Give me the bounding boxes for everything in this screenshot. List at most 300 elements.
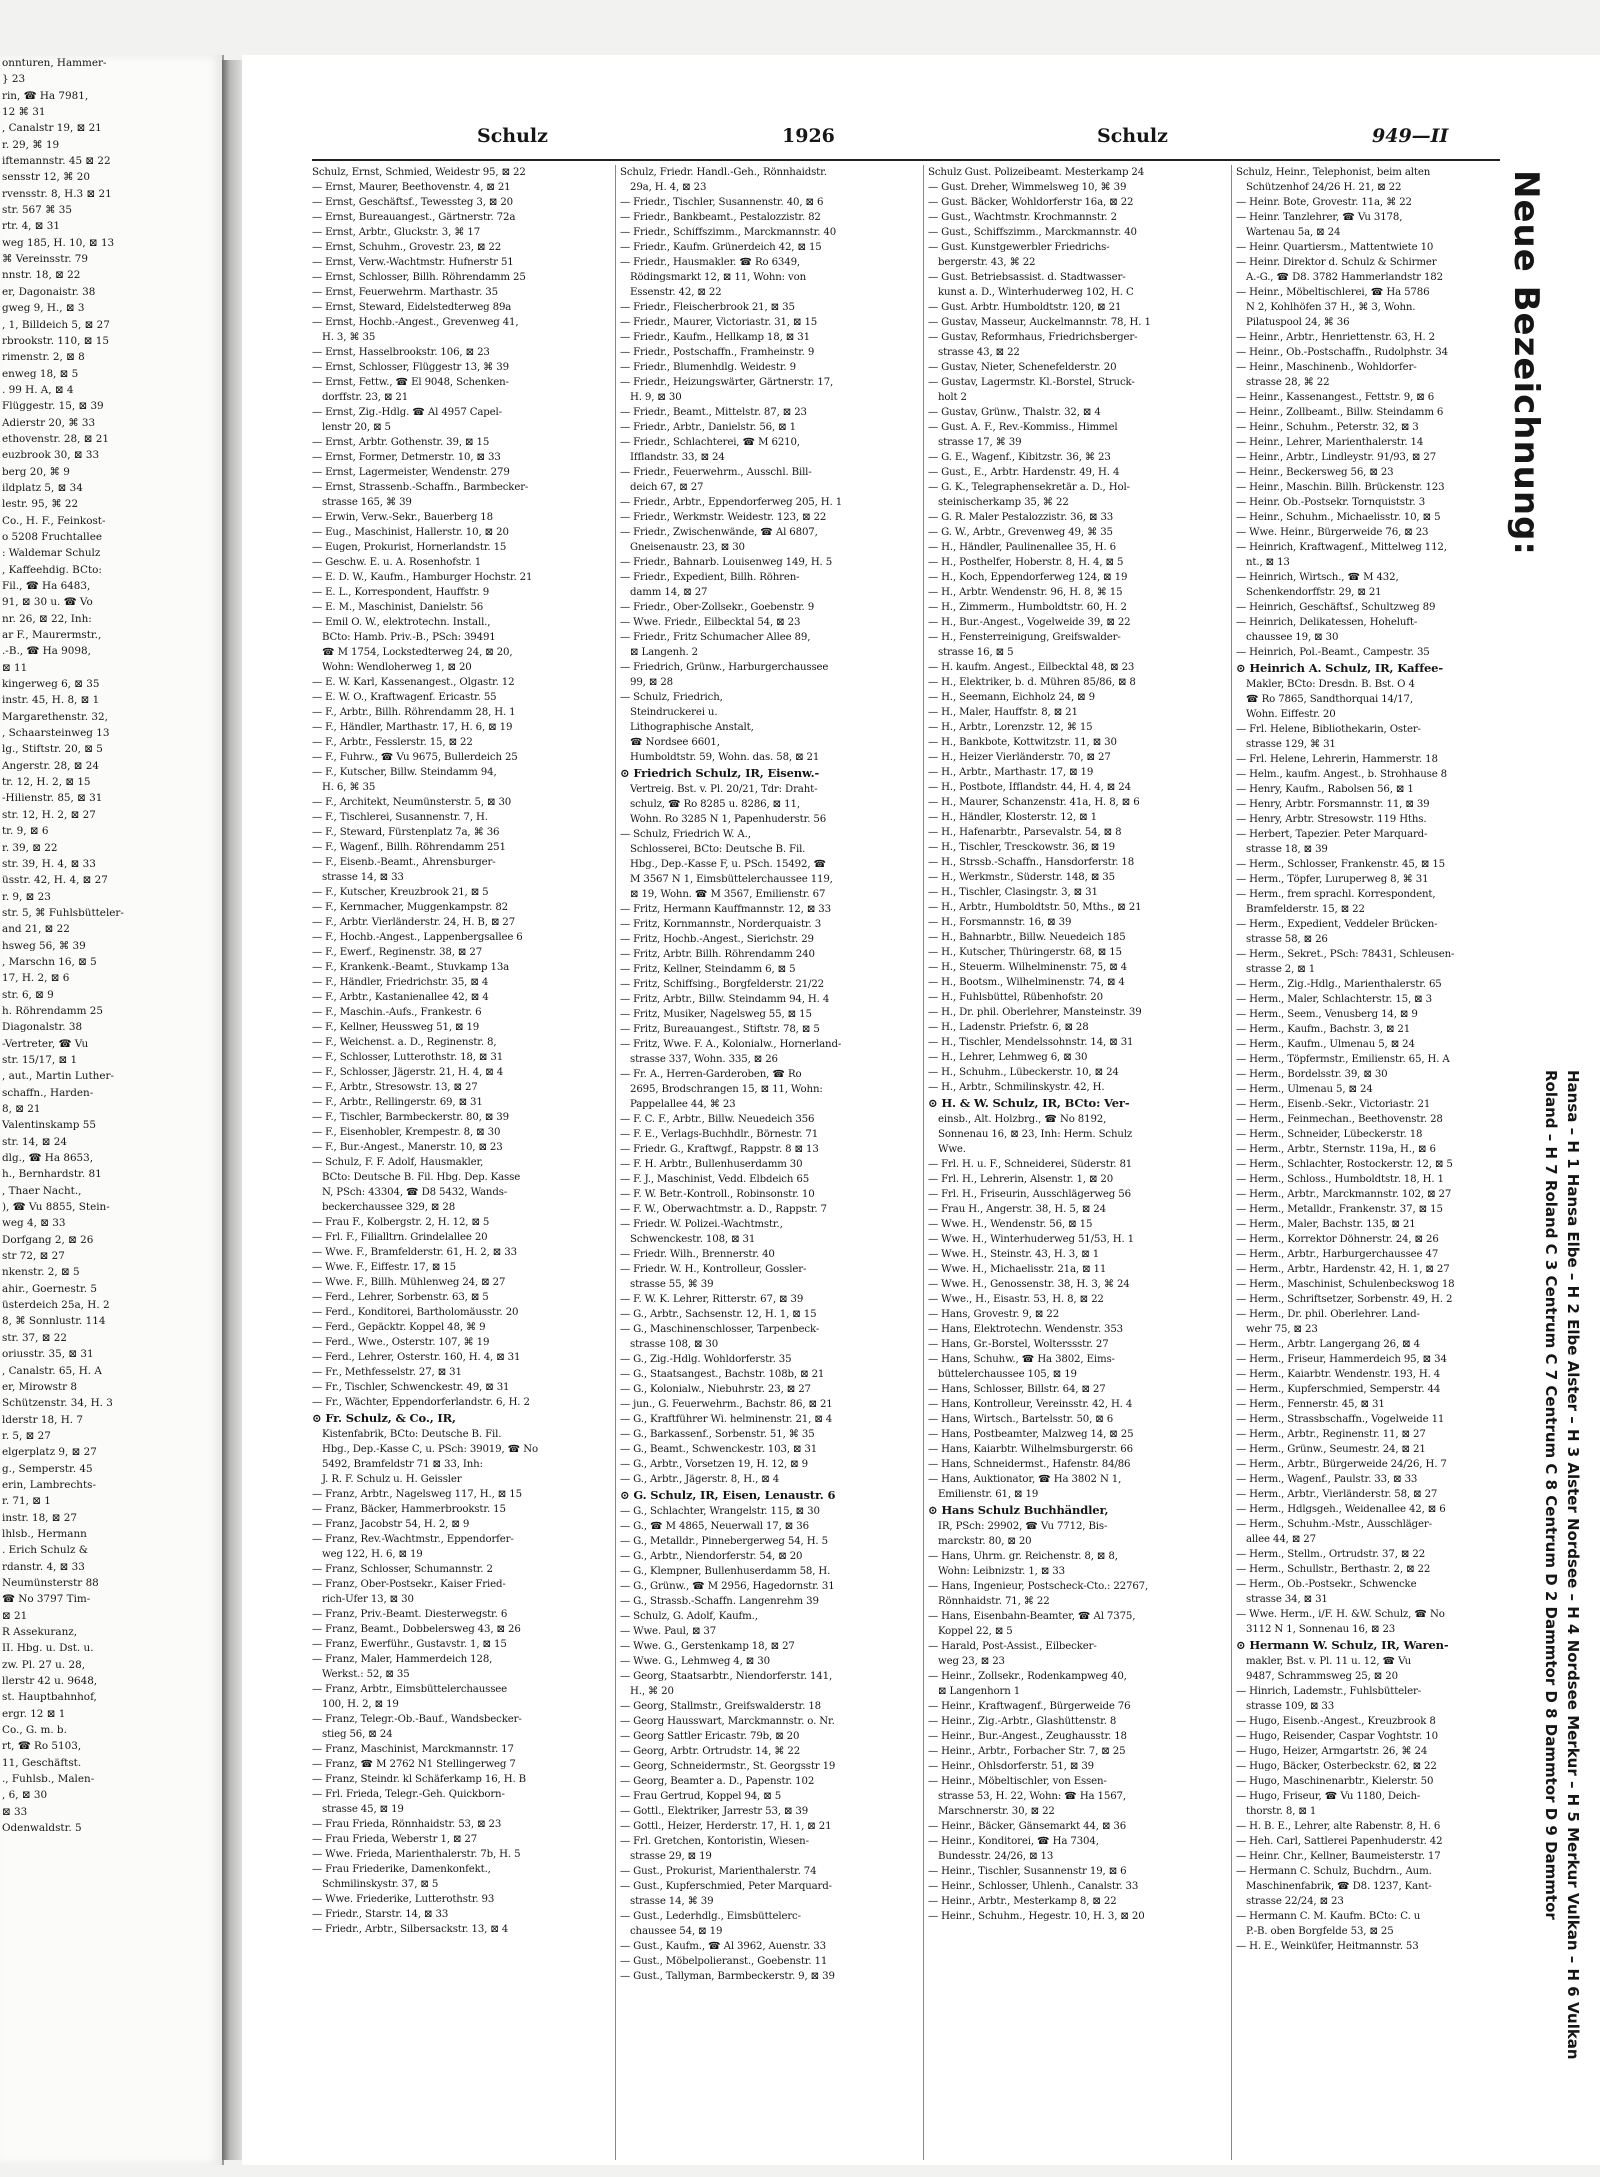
directory-entry-line: wehr 75, ⊠ 23: [1246, 1324, 1318, 1335]
left-page-line: nkenstr. 2, ⊠ 5: [2, 1266, 80, 1279]
left-page-line: 8, ⊠ 21: [2, 1103, 41, 1115]
directory-entry-line: — H. B. E., Lehrer, alte Rabenstr. 8, H. 6: [1236, 1821, 1441, 1832]
directory-entry-line: — F. W. Betr.-Kontroll., Robinsonstr. 10: [620, 1189, 815, 1200]
left-page-line: dlg., ☎ Ha 8653,: [2, 1152, 94, 1165]
directory-entry-line: — Friedr., Blumenhdlg. Weidestr. 9: [620, 362, 796, 373]
directory-entry-line: 5492, Bramfeldstr 71 ⊠ 33, Inh:: [322, 1459, 483, 1470]
directory-entry-line: — F., Arbtr., Rellingerstr. 69, ⊠ 31: [312, 1097, 483, 1108]
directory-entry-line: — Heinr., Beckersweg 56, ⊠ 23: [1236, 467, 1394, 478]
directory-entry-line: — G., Maschinenschlosser, Tarpenbeck-: [620, 1324, 820, 1335]
directory-entry-line: H. 6, ⌘ 35: [322, 782, 376, 793]
directory-entry-line: — H., Schuhm., Lübeckerstr. 10, ⊠ 24: [928, 1067, 1119, 1078]
directory-entry-line: — Hans, Elektrotechn. Wendenstr. 353: [928, 1324, 1124, 1335]
directory-entry-line: — H., Händler, Paulinenallee 35, H. 6: [928, 542, 1116, 553]
directory-entry-line: — Wwe. Paul, ⊠ 37: [620, 1626, 717, 1637]
left-page-line: 11, Geschäftst.: [2, 1756, 82, 1769]
directory-entry-line: — F. W., Oberwachtmstr. a. D., Rappstr. 7: [620, 1204, 827, 1215]
directory-entry-line: — Geschw. E. u. A. Rosenhofstr. 1: [312, 557, 482, 568]
directory-entry-line: — H., Lehrer, Lehmweg 6, ⊠ 30: [928, 1052, 1088, 1063]
directory-entry-line: Schwenckestr. 108, ⊠ 31: [630, 1234, 756, 1245]
directory-entry-line: — Hugo, Eisenb.-Angest., Kreuzbrook 8: [1236, 1716, 1436, 1727]
directory-entry-line: — Hans, Gr.-Borstel, Wolterssstr. 27: [928, 1339, 1109, 1350]
left-page-line: r. 9, ⊠ 23: [2, 890, 51, 903]
directory-entry-line: — Wwe. Friedr., Eilbecktal 54, ⊠ 23: [620, 617, 801, 628]
left-page-line: , Canalstr. 65, H. A: [2, 1364, 102, 1377]
directory-entry-line: — Ernst, Schlosser, Billh. Röhrendamm 25: [312, 272, 526, 283]
directory-entry-line: — Fritz, Hochb.-Angest., Sierichstr. 29: [620, 934, 814, 945]
left-page-line: Odenwaldstr. 5: [2, 1822, 82, 1835]
directory-entry-line: — F., Fuhrw., ☎ Vu 9675, Bullerdeich 25: [312, 752, 518, 763]
directory-entry-line: — Schulz, F. F. Adolf, Hausmakler,: [312, 1157, 484, 1168]
side-ad-title: Neue Bezeichnung:: [1506, 170, 1546, 557]
directory-entry-line: Rödingsmarkt 12, ⊠ 11, Wohn: von: [630, 272, 807, 283]
directory-entry-line: — Herm., Schlachter, Rostockerstr. 12, ⊠ 5: [1236, 1159, 1453, 1170]
directory-entry-line: — G., Arbtr., Vorsetzen 19, H. 12, ⊠ 9: [620, 1459, 808, 1470]
directory-entry-line: Humboldtstr. 59, Wohn. das. 58, ⊠ 21: [630, 752, 820, 763]
directory-entry-line: Wohn. Ro 3285 N 1, Papenhuderstr. 56: [630, 814, 827, 825]
directory-entry-line: strasse 53, H. 22, Wohn: ☎ Ha 1567,: [938, 1791, 1126, 1802]
left-page-line: r. 71, ⊠ 1: [2, 1495, 51, 1508]
directory-entry-line: — Herm., Töpfermstr., Emilienstr. 65, H. A: [1236, 1054, 1450, 1065]
left-page-line: r. 29, ⌘ 19: [2, 138, 60, 151]
directory-entry-line: — Frau Gertrud, Koppel 94, ⊠ 5: [620, 1791, 782, 1802]
directory-entry-line: — Herm., Maler, Schlachterstr. 15, ⊠ 3: [1236, 994, 1432, 1005]
directory-entry-line: — Heinr., Ob.-Postschaffn., Rudolphstr. 34: [1236, 347, 1448, 358]
directory-entry-line: H. 3, ⌘ 35: [322, 332, 376, 343]
left-page-line: ⊠ 21: [2, 1609, 28, 1622]
directory-entry-line: — H., Forsmannstr. 16, ⊠ 39: [928, 917, 1072, 928]
directory-entry-line: — Ernst, Hasselbrookstr. 106, ⊠ 23: [312, 347, 490, 358]
left-page-line: str. 5, ⌘ Fuhlsbütteler-: [2, 906, 124, 919]
directory-entry-line: strasse 337, Wohn. 335, ⊠ 26: [630, 1054, 778, 1065]
directory-entry-line: Wwe.: [938, 1144, 966, 1155]
directory-entry-line: strasse 22/24, ⊠ 23: [1246, 1896, 1344, 1907]
side-ad-line-2: Roland – H 7 Roland C 3 Centrum C 7 Centrum C 8 Centrum D 2 Dammtor D 8 Dammtor D 9 Dammtor: [1542, 1070, 1560, 1920]
directory-entry-line: — Herm., Grünw., Seumestr. 24, ⊠ 21: [1236, 1444, 1426, 1455]
directory-entry-line: — F., Krankenk.-Beamt., Stuvkamp 13a: [312, 962, 510, 973]
directory-entry-line: — Frl. H., Lehrerin, Alsenstr. 1, ⊠ 20: [928, 1174, 1114, 1185]
directory-entry-line: — Friedr., Hausmakler. ☎ Ro 6349,: [620, 257, 800, 268]
directory-entry-line: — Wwe. Frieda, Marienthalerstr. 7b, H. 5: [312, 1849, 521, 1860]
directory-entry-line: — Gottl., Elektriker, Jarrestr 53, ⊠ 39: [620, 1806, 809, 1817]
directory-entry-line: — Franz, Priv.-Beamt. Diesterwegstr. 6: [312, 1609, 508, 1620]
directory-entry-line: — Friedr., Zwischenwände, ☎ Al 6807,: [620, 527, 818, 538]
directory-entry-line: — G., Kolonialw., Niebuhrstr. 23, ⊠ 27: [620, 1384, 811, 1395]
left-page-line: II. Hbg. u. Dst. u.: [2, 1642, 94, 1655]
directory-entry-line: beckerchaussee 329, ⊠ 28: [322, 1202, 456, 1213]
left-page-line: , Schaarsteinweg 13: [2, 727, 110, 740]
directory-entry-line: strasse 58, ⊠ 26: [1246, 934, 1328, 945]
directory-entry-line: — Gustav, Masseur, Auckelmannstr. 78, H. 1: [928, 317, 1151, 328]
directory-entry-line: — Fr., Tischler, Schwenckestr. 49, ⊠ 31: [312, 1382, 510, 1393]
directory-entry-line: — Heh. Carl, Sattlerei Papenhuderstr. 42: [1236, 1836, 1443, 1847]
directory-entry-line: — H., Bootsm., Wilhelminenstr. 74, ⊠ 4: [928, 977, 1125, 988]
directory-entry-line: — Heinr. Ob.-Postsekr. Tornquiststr. 3: [1236, 497, 1426, 508]
left-page-line: Margarethenstr. 32,: [2, 710, 108, 723]
directory-entry-line: — Gust. Betriebsassist. d. Stadtwasser-: [928, 272, 1126, 283]
directory-entry-line: — Heinr., Zig.-Arbtr., Glashüttenstr. 8: [928, 1716, 1117, 1727]
left-page-line: g., Semperstr. 45: [2, 1462, 93, 1475]
directory-entry-line: — Heinr., Zollsekr., Rodenkampweg 40,: [928, 1671, 1127, 1682]
left-page-line: 12 ⌘ 31: [2, 106, 46, 119]
directory-entry-line: rich-Ufer 13, ⊠ 30: [322, 1594, 414, 1605]
directory-entry-line: — Ernst, Bureauangest., Gärtnerstr. 72a: [312, 212, 516, 223]
left-page-line: Diagonalstr. 38: [2, 1021, 83, 1034]
directory-entry-line: — Ernst, Lagermeister, Wendenstr. 279: [312, 467, 510, 478]
directory-entry-line: — Heinr., Arbtr., Forbacher Str. 7, ⊠ 25: [928, 1746, 1126, 1757]
left-page-line: o 5208 Fruchtallee: [2, 530, 102, 543]
directory-entry-line: — H., Tischler, Clasingstr. 3, ⊠ 31: [928, 887, 1098, 898]
directory-entry-line: — Ernst, Steward, Eidelstedterweg 89a: [312, 302, 512, 313]
left-page-line: ), ☎ Vu 8855, Stein-: [2, 1201, 110, 1214]
left-page-line: instr. 18, ⊠ 27: [2, 1511, 78, 1524]
directory-entry-line: — H. E., Weinküfer, Heitmannstr. 53: [1236, 1941, 1419, 1952]
directory-entry-line: Gneisenaustr. 23, ⊠ 30: [630, 542, 745, 553]
left-page-line: -Vertreter, ☎ Vu: [2, 1037, 89, 1050]
directory-entry-line: strasse 165, ⌘ 39: [322, 497, 412, 508]
directory-entry-line: — G., Schlachter, Wrangelstr. 115, ⊠ 30: [620, 1506, 820, 1517]
directory-entry-line: — Heinrich, Delikatessen, Hoheluft-: [1236, 617, 1418, 628]
directory-entry-line: — Herm., Arbtr., Marckmannstr. 102, ⊠ 27: [1236, 1189, 1452, 1200]
directory-entry-line: — Heinr., Tischler, Susannenstr 19, ⊠ 6: [928, 1866, 1127, 1877]
directory-entry-line: — G. K., Telegraphensekretär a. D., Hol-: [928, 482, 1130, 493]
directory-entry-line: — Ernst, Arbtr., Gluckstr. 3, ⌘ 17: [312, 227, 481, 238]
directory-entry-line: Sonnenau 16, ⊠ 23, Inh: Herm. Schulz: [938, 1129, 1133, 1140]
directory-entry-line: — G., Arbtr., Niendorferstr. 54, ⊠ 20: [620, 1551, 803, 1562]
directory-entry-line: N 2, Kohlhöfen 37 H., ⌘ 3, Wohn.: [1246, 302, 1416, 313]
directory-entry-line: — Heinr., Kraftwagenf., Bürgerweide 76: [928, 1701, 1131, 1712]
left-page-line: Neumünsterstr 88: [2, 1576, 99, 1589]
left-page-line: Dorfgang 2, ⊠ 26: [2, 1233, 94, 1246]
left-page-line: r. 39, ⊠ 22: [2, 841, 58, 854]
directory-entry-line: strasse 108, ⊠ 30: [630, 1339, 719, 1350]
directory-entry-line: — Herm., Dr. phil. Oberlehrer. Land-: [1236, 1309, 1420, 1320]
left-page-line: str. 14, ⊠ 24: [2, 1135, 67, 1148]
directory-entry-line: — Friedr., Heizungswärter, Gärtnerstr. 17,: [620, 377, 834, 388]
directory-entry-line: strasse 14, ⊠ 33: [322, 872, 404, 883]
directory-entry-line: — Ernst, Schuhm., Grovestr. 23, ⊠ 22: [312, 242, 502, 253]
directory-entry-line: — Herm., Maschinist, Schulenbeckswog 18: [1236, 1279, 1455, 1290]
directory-entry-line: — Franz, Maler, Hammerdeich 128,: [312, 1654, 493, 1665]
directory-entry-line: — Friedr. Wilh., Brennerstr. 40: [620, 1249, 775, 1260]
directory-entry-line: — Frau Frieda, Rönnhaidstr. 53, ⊠ 23: [312, 1819, 502, 1830]
directory-entry-line: — Franz, Telegr.-Ob.-Bauf., Wandsbecker-: [312, 1714, 522, 1725]
directory-entry-line: — Heinr., Schlosser, Uhlenh., Canalstr. 33: [928, 1881, 1139, 1892]
left-page-line: er, Mirowstr 8: [2, 1380, 78, 1393]
directory-entry-line: — Hans, Schneidermst., Hafenstr. 84/86: [928, 1459, 1131, 1470]
directory-entry-line: Ifflandstr. 33, ⊠ 24: [630, 452, 725, 463]
left-page-line: R Assekuranz,: [2, 1626, 78, 1638]
directory-entry-line: — Heinr., Ohlsdorferstr. 51, ⊠ 39: [928, 1761, 1094, 1772]
directory-entry-line: — Gust., Lederhdlg., Eimsbüttelerc-: [620, 1911, 801, 1922]
directory-entry-line: — H. kaufm. Angest., Eilbecktal 48, ⊠ 23: [928, 662, 1135, 673]
directory-entry-line: — Gustav, Lagermstr. Kl.-Borstel, Struck-: [928, 377, 1135, 388]
directory-entry-line: — Wwe. G., Gerstenkamp 18, ⊠ 27: [620, 1641, 795, 1652]
directory-entry-line: — F., Arbtr., Stresowstr. 13, ⊠ 27: [312, 1082, 478, 1093]
left-page-line: lhlsb., Hermann: [2, 1527, 87, 1540]
left-page-line: str. 567 ⌘ 35: [2, 204, 72, 217]
directory-entry-line: — F., Arbtr. Vierländerstr. 24, H. B, ⊠ 27: [312, 917, 516, 928]
directory-entry-line: — Fritz, Arbtr. Billh. Röhrendamm 240: [620, 949, 815, 960]
directory-entry-line: — H., Händler, Klosterstr. 12, ⊠ 1: [928, 812, 1097, 823]
directory-entry-line: — Franz, Ewerführ., Gustavstr. 1, ⊠ 15: [312, 1639, 507, 1650]
directory-entry-line: — G., Kraftführer Wi. helminenstr. 21, ⊠ 4: [620, 1414, 833, 1425]
directory-entry-line: — E. D. W., Kaufm., Hamburger Hochstr. 21: [312, 572, 533, 583]
left-page-line: euzbrook 30, ⊠ 33: [2, 449, 100, 462]
directory-entry-line: — Ernst, Hochb.-Angest., Grevenweg 41,: [312, 317, 519, 328]
directory-entry-line: — H., Heizer Vierländerstr. 70, ⊠ 27: [928, 752, 1111, 763]
left-page-line: .-B., ☎ Ha 9098,: [2, 645, 91, 658]
left-page-line: sensstr 12, ⌘ 20: [2, 171, 91, 184]
directory-entry-line: — Erwin, Verw.-Sekr., Bauerberg 18: [312, 512, 493, 523]
directory-entry-line: — Hugo, Friseur, ☎ Vu 1180, Deich-: [1236, 1791, 1421, 1802]
directory-entry-line: — Gust., E., Arbtr. Hardenstr. 49, H. 4: [928, 467, 1120, 478]
directory-entry-line: Steindruckerei u.: [630, 707, 718, 718]
directory-entry-line: — Herm., Strassbschaffn., Vogelweide 11: [1236, 1414, 1445, 1425]
directory-entry-line: — E. W. Karl, Kassenangest., Olgastr. 12: [312, 677, 515, 688]
directory-entry-line: — Franz, Maschinist, Marckmannstr. 17: [312, 1744, 514, 1755]
directory-entry-line: — Herm., Korrektor Döhnerstr. 24, ⊠ 26: [1236, 1234, 1439, 1245]
directory-entry-line: — Gust., Möbelpolieranst., Goebenstr. 11: [620, 1956, 828, 1967]
directory-entry-line: — Herm., Arbtr., Sternstr. 119a, H., ⊠ 6: [1236, 1144, 1436, 1155]
directory-entry-line: — G., Metalldr., Pinnebergerweg 54, H. 5: [620, 1536, 828, 1547]
directory-entry-line: — Heinr. Chr., Kellner, Baumeisterstr. 17: [1236, 1851, 1441, 1862]
directory-entry-line: — H., Arbtr., Humboldtstr. 50, Mths., ⊠ 21: [928, 902, 1142, 913]
directory-entry-line: — F., Tischler, Barmbeckerstr. 80, ⊠ 39: [312, 1112, 509, 1123]
directory-entry-line: A.-G., ☎ D8. 3782 Hammerlandstr 182: [1246, 272, 1443, 283]
directory-entry-line: — G., Arbtr., Jägerstr. 8, H., ⊠ 4: [620, 1474, 780, 1485]
directory-entry-line: — H., Tischler, Tresckowstr. 36, ⊠ 19: [928, 842, 1115, 853]
directory-entry-line: — Gust. A. F., Rev.-Kommiss., Himmel: [928, 422, 1118, 433]
directory-entry-line: makler, Bst. v. Pl. 11 u. 12, ☎ Vu: [1246, 1656, 1412, 1667]
directory-entry-line: — Franz, Jacobstr 54, H. 2, ⊠ 9: [312, 1519, 470, 1530]
directory-entry-line: — E. W. O., Kraftwagenf. Ericastr. 55: [312, 692, 497, 703]
directory-entry-line: — Herm., Hdlgsgeh., Weidenallee 42, ⊠ 6: [1236, 1504, 1446, 1515]
left-page-line: Angerstr. 28, ⊠ 24: [2, 759, 99, 772]
directory-entry-line: — Heinr., Arbtr., Henriettenstr. 63, H. 2: [1236, 332, 1436, 343]
directory-entry-line: — Hans, Kontrolleur, Vereinsstr. 42, H. 4: [928, 1399, 1133, 1410]
directory-entry-line: — Friedr. W. Polizei.-Wachtmstr.,: [620, 1219, 783, 1230]
directory-entry-line: 9487, Schrammsweg 25, ⊠ 20: [1246, 1671, 1398, 1682]
directory-entry-line: — Gustav, Grünw., Thalstr. 32, ⊠ 4: [928, 407, 1101, 418]
directory-entry-line: — H., Steuerm. Wilhelminenstr. 75, ⊠ 4: [928, 962, 1127, 973]
directory-entry-line: — Heinr., Möbeltischlerei, ☎ Ha 5786: [1236, 287, 1430, 298]
left-page-line: , aut., Martin Luther-: [2, 1070, 114, 1083]
directory-entry-line: — F., Ewerf., Reginenstr. 38, ⊠ 27: [312, 947, 483, 958]
directory-entry-line: — Wwe. F., Bramfelderstr. 61, H. 2, ⊠ 33: [312, 1247, 517, 1258]
directory-entry-line: Vertreig. Bst. v. Pl. 20/21, Tdr: Draht-: [630, 784, 818, 795]
directory-entry-line: — Herm., Eisenb.-Sekr., Victoriastr. 21: [1236, 1099, 1431, 1110]
directory-entry-line: — Georg, Arbtr. Ortrudstr. 14, ⌘ 22: [620, 1746, 801, 1757]
directory-entry-line: — Wwe. H., Genossenstr. 38, H. 3, ⌘ 24: [928, 1279, 1130, 1290]
directory-entry-line: — Friedr., Tischler, Susannenstr. 40, ⊠ 6: [620, 197, 824, 208]
directory-entry-line: — F., Kutscher, Kreuzbrook 21, ⊠ 5: [312, 887, 489, 898]
directory-entry-line: — E. M., Maschinist, Danielstr. 56: [312, 602, 484, 613]
directory-entry-line: strasse 109, ⊠ 33: [1246, 1701, 1335, 1712]
directory-entry-line: Pappelallee 44, ⌘ 23: [630, 1099, 736, 1110]
directory-entry-line: ⊙ G. Schulz, IR, Eisen, Lenaustr. 6: [620, 1488, 836, 1502]
directory-entry-line: ⊙ Fr. Schulz, & Co., IR,: [312, 1411, 456, 1425]
directory-entry-line: — Heinr., Arbtr., Mesterkamp 8, ⊠ 22: [928, 1896, 1117, 1907]
directory-entry-line: — Herm., Arbtr., Bürgerweide 24/26, H. 7: [1236, 1459, 1447, 1470]
directory-entry-line: — Fritz, Arbtr., Billw. Steindamm 94, H. 4: [620, 994, 830, 1005]
directory-entry-line: — H., Fuhlsbüttel, Rübenhofstr. 20: [928, 992, 1103, 1003]
directory-entry-line: — Franz, Ober-Postsekr., Kaiser Fried-: [312, 1579, 506, 1590]
left-page-line: rimenstr. 2, ⊠ 8: [2, 351, 85, 364]
directory-entry-line: — F., Wagenf., Billh. Röhrendamm 251: [312, 842, 506, 853]
directory-entry-line: — Ferd., Gepäcktr. Koppel 48, ⌘ 9: [312, 1322, 486, 1333]
directory-entry-line: — H., Tischler, Mendelssohnstr. 14, ⊠ 31: [928, 1037, 1134, 1048]
directory-entry-line: — Friedr. G., Kraftwgf., Rappstr. 8 ⊠ 13: [620, 1144, 819, 1155]
directory-entry-line: — Schulz, Friedrich W. A.,: [620, 829, 751, 840]
directory-entry-line: marckstr. 80, ⊠ 20: [938, 1536, 1032, 1547]
left-page-line: 17, H. 2, ⊠ 6: [2, 972, 70, 985]
directory-entry-line: weg 23, ⊠ 23: [938, 1656, 1005, 1667]
directory-entry-line: — Herm., Kupferschmied, Semperstr. 44: [1236, 1384, 1441, 1395]
directory-entry-line: — Fritz, Kornmannstr., Norderquaistr. 3: [620, 919, 822, 930]
directory-entry-line: — Friedr., Expedient, Billh. Röhren-: [620, 572, 800, 583]
directory-entry-line: — Friedr., Bankbeamt., Pestalozzistr. 82: [620, 212, 821, 223]
header-page-number: 949—II: [1372, 125, 1449, 147]
directory-entry-line: — Gust. Kunstgewerbler Friedrichs-: [928, 242, 1110, 253]
directory-entry-line: — Hans, Wirtsch., Bartelsstr. 50, ⊠ 6: [928, 1414, 1114, 1425]
directory-entry-line: Emilienstr. 61, ⊠ 19: [938, 1489, 1039, 1500]
directory-entry-line: — G. E., Wagenf., Kibitzstr. 36, ⌘ 23: [928, 452, 1111, 463]
left-page-line: rin, ☎ Ha 7981,: [2, 89, 89, 102]
left-page-line: hsweg 56, ⌘ 39: [2, 939, 86, 952]
directory-entry-line: — Wwe. H., Steinstr. 43, H. 3, ⊠ 1: [928, 1249, 1100, 1260]
directory-entry-line: büttelerchaussee 105, ⊠ 19: [938, 1369, 1077, 1380]
directory-entry-line: — Frau F., Kolbergstr. 2, H. 12, ⊠ 5: [312, 1217, 490, 1228]
directory-entry-line: strasse 29, ⊠ 19: [630, 1851, 712, 1862]
directory-entry-line: — F., Arbtr., Fesslerstr. 15, ⊠ 22: [312, 737, 473, 748]
directory-entry-line: — Henry, Arbtr. Forsmannstr. 11, ⊠ 39: [1236, 799, 1430, 810]
directory-entry-line: Hbg., Dep.-Kasse F, u. PSch. 15492, ☎: [630, 859, 827, 870]
directory-entry-line: — F., Tischlerei, Susannenstr. 7, H.: [312, 812, 488, 823]
directory-entry-line: — F., Kernmacher, Muggenkampstr. 82: [312, 902, 508, 913]
directory-entry-line: H., ⌘ 20: [630, 1686, 674, 1697]
directory-entry-line: — Herm., Schuhm.-Mstr., Ausschläger-: [1236, 1519, 1432, 1530]
left-page-line: , Kaffeehdig. BCto:: [2, 563, 102, 576]
directory-entry-line: — F., Kutscher, Billw. Steindamm 94,: [312, 767, 497, 778]
directory-entry-line: — Friedr., Bahnarb. Louisenweg 149, H. 5: [620, 557, 833, 568]
directory-entry-line: — Herm., Zig.-Hdlg., Marienthalerstr. 65: [1236, 979, 1442, 990]
left-page-line: lg., Stiftstr. 20, ⊠ 5: [2, 743, 103, 756]
directory-entry-line: bergerstr. 43, ⌘ 22: [938, 257, 1036, 268]
header-rule: [312, 159, 1500, 161]
left-page-line: ahir., Goernestr. 5: [2, 1282, 98, 1295]
directory-entry-line: — Hans, Kaiarbtr. Wilhelmsburgerstr. 66: [928, 1444, 1133, 1455]
directory-entry-line: — Ferd., Konditorei, Bartholomäusstr. 20: [312, 1307, 519, 1318]
directory-entry-line: — Ernst, Arbtr. Gothenstr. 39, ⊠ 15: [312, 437, 490, 448]
directory-entry-line: — Friedr., Schlachterei, ☎ M 6210,: [620, 437, 800, 448]
left-page-line: -Hilienstr. 85, ⊠ 31: [2, 792, 103, 805]
directory-entry-line: — Hans, Auktionator, ☎ Ha 3802 N 1,: [928, 1474, 1122, 1485]
left-page-line: , Thaer Nacht.,: [2, 1184, 82, 1197]
directory-entry-line: Schenkendorffstr. 29, ⊠ 21: [1246, 587, 1382, 598]
directory-entry-line: ☎ M 1754, Lockstedterweg 24, ⊠ 20,: [322, 647, 513, 658]
directory-entry-line: — Wwe., H., Eisastr. 53, H. 8, ⊠ 22: [928, 1294, 1104, 1305]
directory-entry-line: — Georg, Schneidermstr., St. Georgsstr 19: [620, 1761, 836, 1772]
directory-entry-line: — Hermann C. Schulz, Buchdrn., Aum.: [1236, 1866, 1432, 1877]
directory-entry-line: ⊠ Langenhorn 1: [938, 1686, 1021, 1697]
directory-entry-line: 100, H. 2, ⊠ 19: [322, 1699, 399, 1710]
directory-entry-line: schulz, ☎ Ro 8285 u. 8286, ⊠ 11,: [630, 799, 800, 810]
directory-entry-line: — H., Strssb.-Schaffn., Hansdorferstr. 18: [928, 857, 1135, 868]
directory-entry-line: — Friedr., Kaufm. Grünerdeich 42, ⊠ 15: [620, 242, 822, 253]
directory-entry-line: ⊠ Langenh. 2: [630, 647, 699, 658]
column-separator: [615, 165, 616, 2160]
directory-entry-line: — Frl. Gretchen, Kontoristin, Wiesen-: [620, 1836, 809, 1847]
directory-entry-line: — Ernst, Feuerwehrm. Marthastr. 35: [312, 287, 498, 298]
directory-entry-line: — Herm., Töpfer, Luruperweg 8, ⌘ 31: [1236, 874, 1429, 885]
directory-entry-line: — Gust., Schiffszimm., Marckmannstr. 40: [928, 227, 1137, 238]
directory-entry-line: — Franz, Rev.-Wachtmstr., Eppendorfer-: [312, 1534, 514, 1545]
directory-entry-line: ☎ Nordsee 6601,: [630, 737, 720, 748]
directory-entry-line: Werkst.: 52, ⊠ 35: [322, 1669, 410, 1680]
directory-entry-line: Wohn: Leibnizstr. 1, ⊠ 33: [938, 1566, 1065, 1577]
directory-entry-line: — Franz, Schlosser, Schumannstr. 2: [312, 1564, 493, 1575]
directory-entry-line: — Frl. H., Friseurin, Ausschlägerweg 56: [928, 1189, 1131, 1200]
directory-entry-line: — H., Maurer, Schanzenstr. 41a, H. 8, ⊠ 6: [928, 797, 1140, 808]
directory-page: [242, 55, 1600, 2165]
left-page-line: , 1, Billdeich 5, ⊠ 27: [2, 318, 110, 331]
left-page-line: erin, Lambrechts-: [2, 1478, 96, 1491]
directory-entry-line: — H., Postbote, Ifflandstr. 44, H. 4, ⊠ 24: [928, 782, 1131, 793]
left-page-line: onnturen, Hammer-: [2, 57, 107, 69]
directory-entry-line: — Heinrich, Wirtsch., ☎ M 432,: [1236, 572, 1399, 583]
directory-entry-line: ⊠ 19, Wohn. ☎ M 3567, Emilienstr. 67: [630, 889, 826, 900]
directory-entry-line: — Herm., Bordelsstr. 39, ⊠ 30: [1236, 1069, 1388, 1080]
directory-entry-line: ⊙ Heinrich A. Schulz, IR, Kaffee-: [1236, 661, 1443, 675]
directory-entry-line: strasse 43, ⊠ 22: [938, 347, 1020, 358]
directory-entry-line: — Friedr., Arbtr., Silbersackstr. 13, ⊠ 4: [312, 1924, 509, 1935]
directory-entry-line: — Fritz, Wwe. F. A., Kolonialw., Hornerland-: [620, 1039, 842, 1050]
directory-entry-line: — Franz, Bäcker, Hammerbrookstr. 15: [312, 1504, 506, 1515]
directory-entry-line: — G., Beamt., Schwenckestr. 103, ⊠ 31: [620, 1444, 818, 1455]
directory-entry-line: — Herm., Seem., Venusberg 14, ⊠ 9: [1236, 1009, 1418, 1020]
directory-entry-line: ☎ Ro 7865, Sandthorquai 14/17,: [1246, 694, 1413, 705]
directory-entry-line: — H., Zimmerm., Humboldtstr. 60, H. 2: [928, 602, 1127, 613]
directory-entry-line: — Helm., kaufm. Angest., b. Strohhause 8: [1236, 769, 1448, 780]
directory-entry-line: — Friedr., Fritz Schumacher Allee 89,: [620, 632, 811, 643]
directory-entry-line: — G., Arbtr., Sachsenstr. 12, H. 1, ⊠ 15: [620, 1309, 817, 1320]
directory-entry-line: — Wwe. F., Billh. Mühlenweg 24, ⊠ 27: [312, 1277, 506, 1288]
left-page-line: ar F., Maurermstr.,: [2, 629, 102, 642]
directory-entry-line: — Herm., Stellm., Ortrudstr. 37, ⊠ 22: [1236, 1549, 1426, 1560]
directory-entry-line: Wohn: Wendloherweg 1, ⊠ 20: [322, 662, 472, 673]
left-page-line: Valentinskamp 55: [2, 1119, 96, 1132]
directory-entry-line: Rönnhaidstr. 71, ⌘ 22: [938, 1596, 1050, 1607]
directory-entry-line: Schmilinskystr. 37, ⊠ 5: [322, 1879, 439, 1890]
directory-entry-line: — Gust., Tallyman, Barmbeckerstr. 9, ⊠ 39: [620, 1971, 835, 1982]
directory-entry-line: — H., Dr. phil. Oberlehrer, Mansteinstr. 39: [928, 1007, 1142, 1018]
column-separator: [1231, 165, 1232, 2160]
directory-entry-line: Schulz, Ernst, Schmied, Weidestr 95, ⊠ 22: [312, 167, 526, 178]
directory-entry-line: — Ferd., Lehrer, Sorbenstr. 63, ⊠ 5: [312, 1292, 489, 1303]
directory-entry-line: — Franz, ☎ M 2762 N1 Stellingerweg 7: [312, 1759, 516, 1770]
directory-entry-line: — H., Arbtr. Wendenstr. 96, H. 8, ⌘ 15: [928, 587, 1123, 598]
directory-entry-line: — Herm., Metalldr., Frankenstr. 37, ⊠ 15: [1236, 1204, 1443, 1215]
directory-entry-line: — Heinr., Konditorei, ☎ Ha 7304,: [928, 1836, 1099, 1847]
directory-entry-line: — Herm., Sekret., PSch: 78431, Schleusen-: [1236, 949, 1455, 960]
directory-entry-line: — Heinr. Bote, Grovestr. 11a, ⌘ 22: [1236, 197, 1412, 208]
directory-entry-line: — Friedr., Schiffszimm., Marckmannstr. 40: [620, 227, 837, 238]
directory-entry-line: — Georg, Stallmstr., Greifswalderstr. 18: [620, 1701, 821, 1712]
directory-entry-line: — F., Schlosser, Lutterothstr. 18, ⊠ 31: [312, 1052, 504, 1063]
page-header: [312, 125, 1500, 159]
left-page-line: , Canalstr 19, ⊠ 21: [2, 122, 102, 135]
